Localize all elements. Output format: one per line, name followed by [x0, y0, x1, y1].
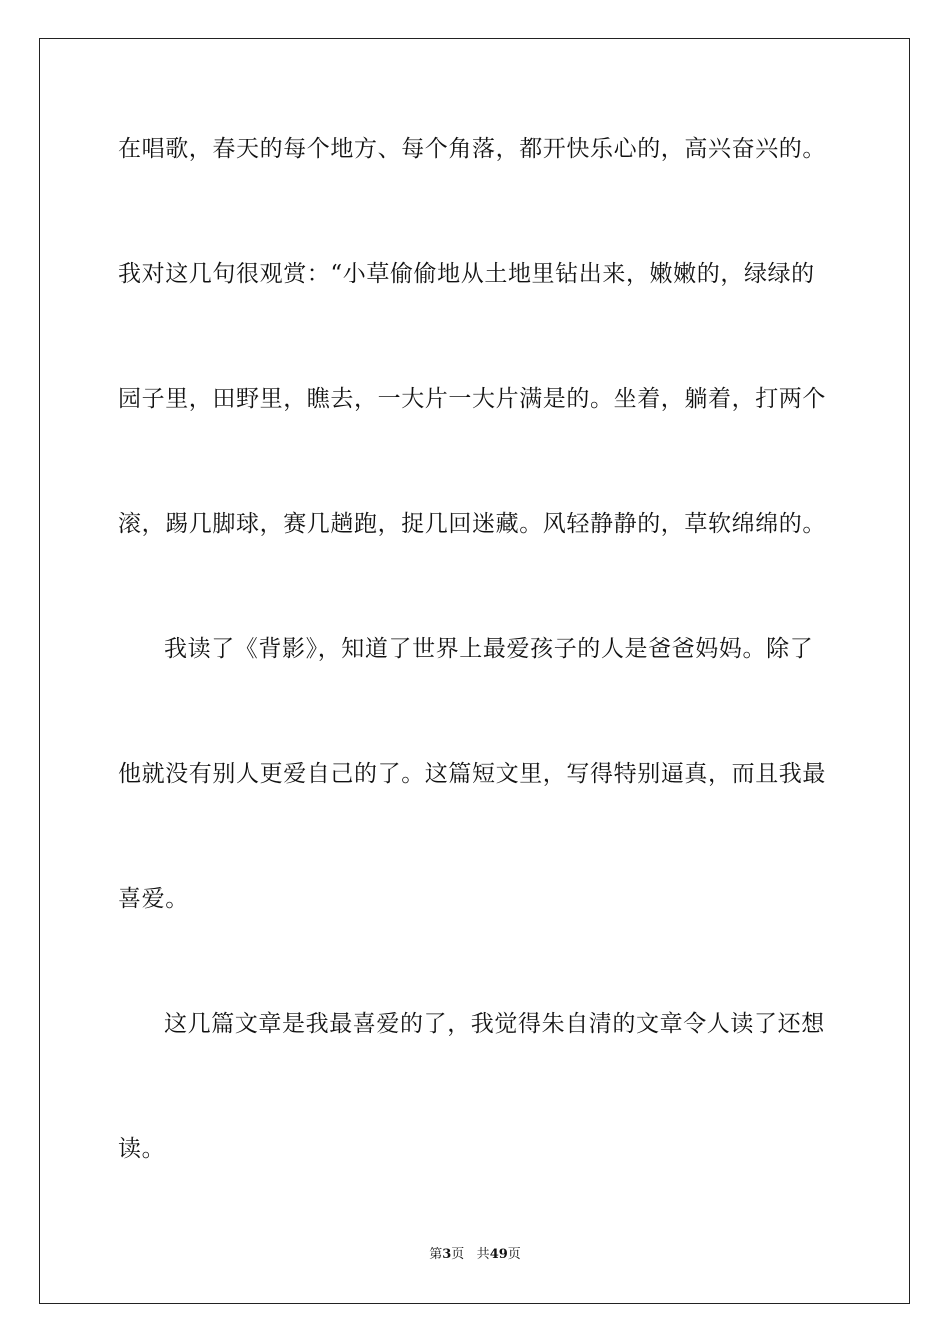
footer-total-prefix: 共	[476, 1247, 490, 1262]
page-border	[39, 38, 910, 1304]
footer-total-unit: 页	[507, 1247, 521, 1262]
paragraph-start-2: 这几篇文章是我最喜爱的了，我觉得朱自清的文章令人读了还想	[164, 1011, 825, 1037]
footer-page-number: 3	[442, 1247, 452, 1262]
text-line-3: 园子里，田野里，瞧去，一大片一大片满是的。坐着，躺着，打两个	[118, 386, 826, 412]
text-line-6: 他就没有别人更爱自己的了。这篇短文里，写得特别逼真，而且我最	[118, 761, 826, 787]
footer-page-prefix: 第	[429, 1247, 443, 1262]
text-line-4: 滚，踢几脚球，赛几趟跑，捉几回迷藏。风轻静静的，草软绵绵的。	[118, 511, 826, 537]
page-footer	[0, 1246, 950, 1264]
paragraph-start-1: 我读了《背影》，知道了世界上最爱孩子的人是爸爸妈妈。除了	[164, 636, 814, 662]
footer-total-pages: 49	[489, 1247, 508, 1262]
footer-page-unit: 页	[451, 1247, 465, 1262]
text-line-9: 读。	[118, 1136, 166, 1162]
text-line-7: 喜爱。	[118, 886, 189, 912]
text-line-1: 在唱歌，春天的每个地方、每个角落，都开快乐心的，高兴奋兴的。	[118, 136, 826, 162]
text-line-2: 我对这几句很观赏：“小草偷偷地从土地里钻出来，嫩嫩的，绿绿的	[118, 261, 815, 287]
